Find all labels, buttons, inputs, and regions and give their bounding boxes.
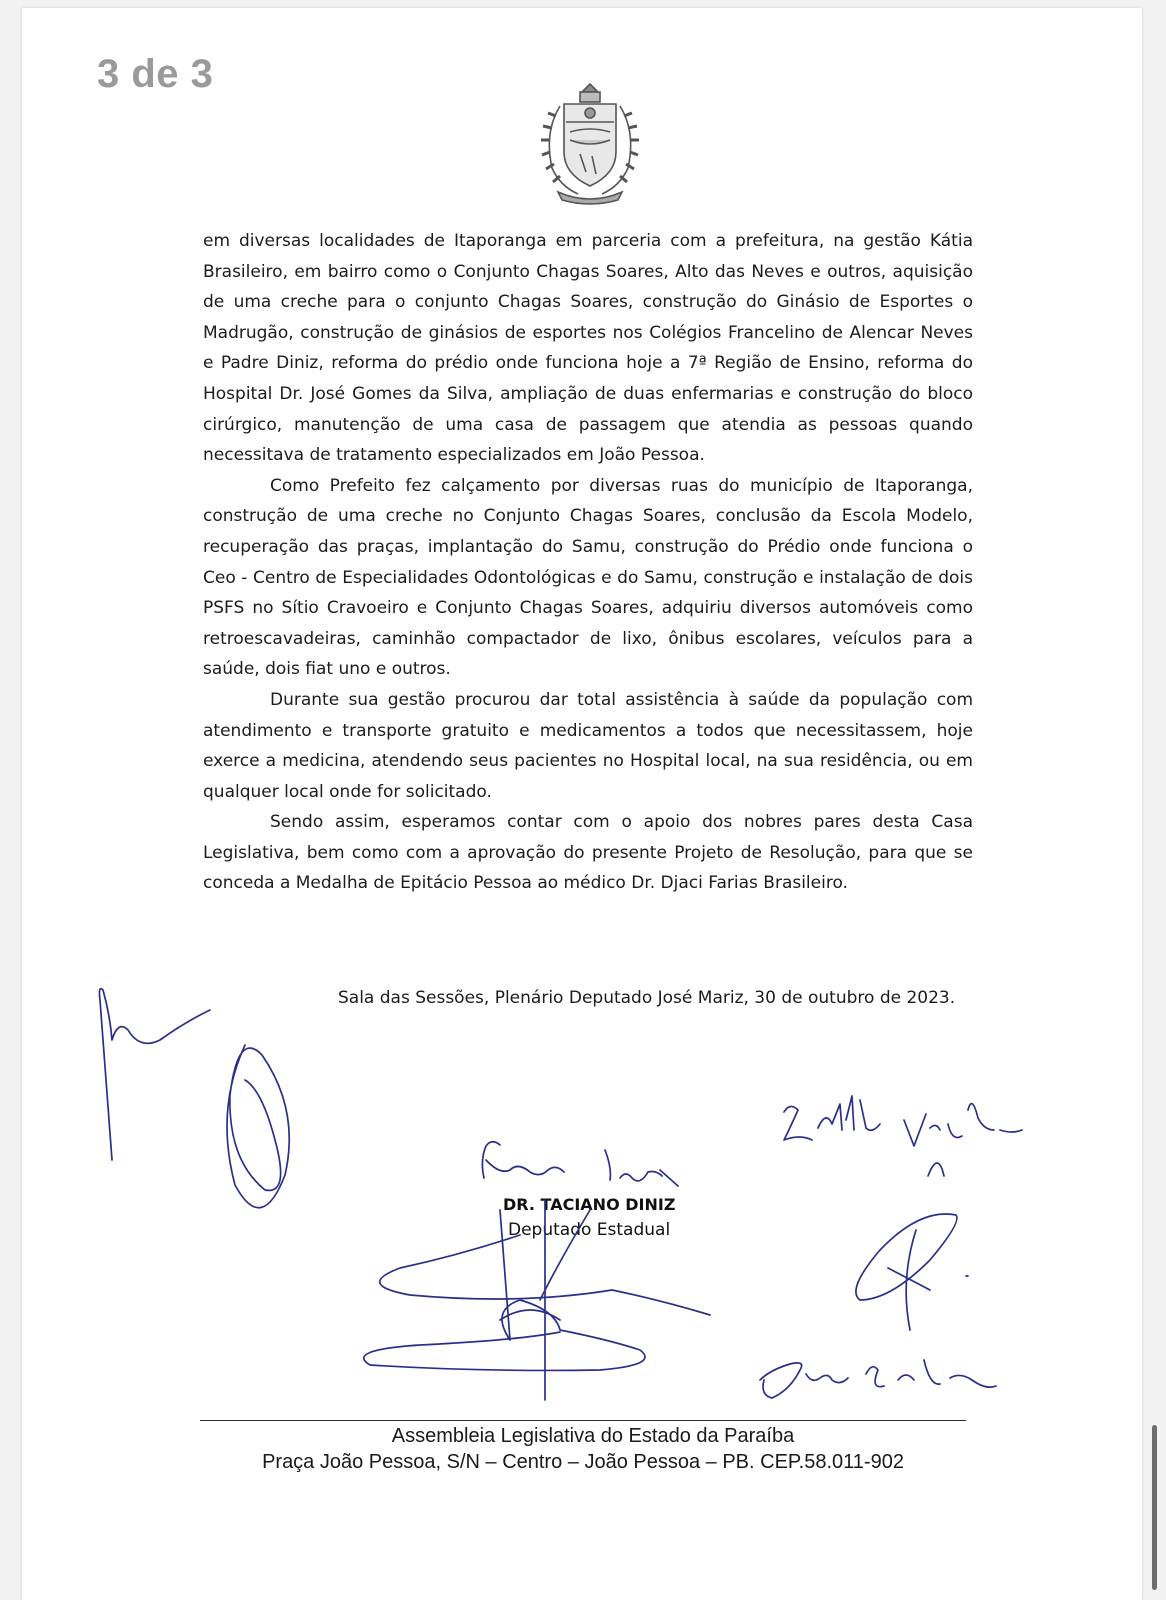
footer-divider — [200, 1420, 966, 1421]
signatory-name: DR. TACIANO DINIZ — [503, 1195, 676, 1214]
signatory-role: Deputado Estadual — [508, 1220, 671, 1240]
footer-institution: Assembleia Legislativa do Estado da Paraíba — [391, 1425, 795, 1447]
paragraph-4: Sendo assim, esperamos contar com o apoio dos nobres pares desta Casa Legislativa, bem como com a aprovação do presente Projeto de Resolução, para que se conceda a Medalha de Epitácio Pessoa ao médico Dr. Djaci Farias Brasileiro. — [203, 812, 973, 894]
paragraph-3: Durante sua gestão procurou dar total assistência à saúde da população com atendimento e transporte gratuito e medicamentos a todos que necessitassem, hoje exerce a medicina, atendendo seus pacientes no Hospital local, na sua residência, ou em qualquer local onde for solicitado. — [203, 689, 973, 802]
paragraph-2: Como Prefeito fez calçamento por diversas ruas do município de Itaporanga, construção de uma creche no Conjunto Chagas Soares, conclusão da Escola Modelo, recuperação das praças, implantação do Samu, construção do Prédio onde funciona o Ceo - Centro de Especialidades Odontológicas e do Samu, construção e instalação de dois PSFS no Sítio Cravoeiro e Conjunto Chagas Soares, adquiriu diversos automóveis como retroescavadeiras, caminhão compactador de lixo, ônibus escolares, veículos para a saúde, dois fiat uno e outros. — [203, 475, 973, 680]
footer-address: Praça João Pessoa, S/N – Centro – João Pessoa – PB. CEP.58.011-902 — [262, 1451, 904, 1473]
coat-of-arms-emblem — [530, 82, 650, 206]
place-and-date: Sala das Sessões, Plenário Deputado José Mariz, 30 de outubro de 2023. — [338, 988, 956, 1008]
scrollbar-thumb[interactable] — [1152, 1425, 1157, 1590]
body-text — [203, 226, 973, 899]
page-counter: 3 de 3 — [97, 52, 214, 96]
paragraph-1: em diversas localidades de Itaporanga em parceria com a prefeitura, na gestão Kátia Brasileiro, em bairro como o Conjunto Chagas Soares, Alto das Neves e outros, aquisição de uma creche para o conjunto Chagas Soares, construção do Ginásio de Esportes o Madrugão, construção de ginásios de esportes nos Colégios Francelino de Alencar Neves e Padre Diniz, reforma do prédio onde funciona hoje a 7ª Região de Ensino, reforma do Hospital Dr. José Gomes da Silva, ampliação de duas enfermarias e construção do bloco cirúrgico, manutenção de uma casa de passagem que atendia as pessoas quando necessitava de tratamento especializados em João Pessoa. — [203, 231, 973, 466]
